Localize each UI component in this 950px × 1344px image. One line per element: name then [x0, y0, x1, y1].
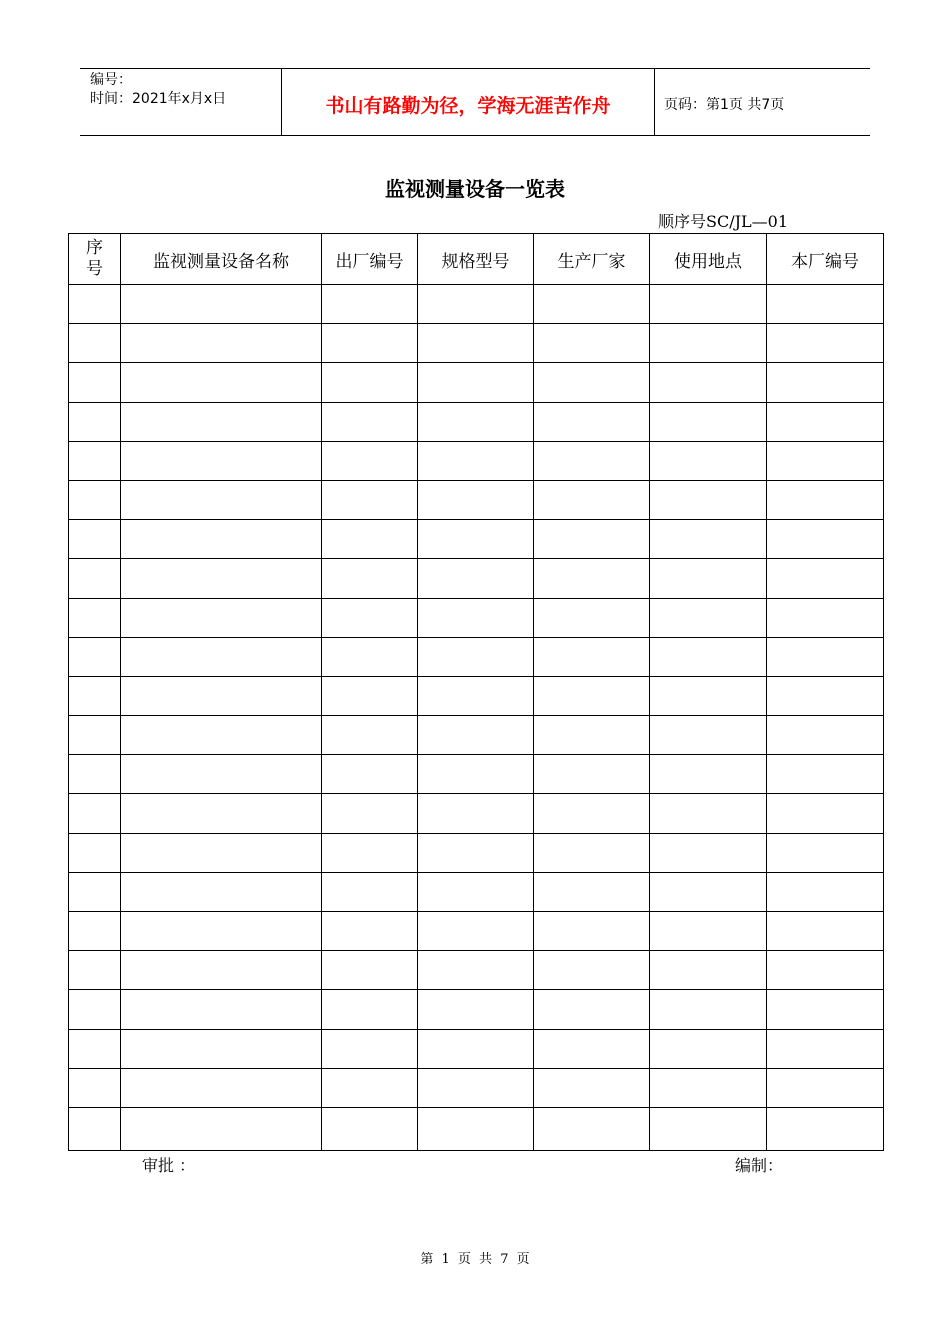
table-cell[interactable] [767, 1107, 884, 1150]
table-cell[interactable] [322, 363, 418, 402]
table-cell[interactable] [767, 363, 884, 402]
table-row [69, 872, 884, 911]
table-cell[interactable] [534, 637, 650, 676]
table-row [69, 324, 884, 363]
table-cell[interactable] [767, 559, 884, 598]
table-cell[interactable] [767, 1029, 884, 1068]
column-header-no-line1: 序 [86, 238, 103, 258]
table-cell[interactable] [767, 676, 884, 715]
table-cell[interactable] [534, 402, 650, 441]
table-cell[interactable] [534, 676, 650, 715]
table-cell[interactable] [322, 676, 418, 715]
table-cell[interactable] [69, 520, 121, 559]
table-cell[interactable] [121, 912, 322, 951]
table-cell[interactable] [650, 755, 767, 794]
table-cell[interactable] [650, 520, 767, 559]
table-cell[interactable] [121, 990, 322, 1029]
table-cell[interactable] [767, 872, 884, 911]
table-cell[interactable] [69, 872, 121, 911]
table-cell[interactable] [121, 363, 322, 402]
table-cell[interactable] [69, 833, 121, 872]
table-cell[interactable] [767, 598, 884, 637]
table-cell[interactable] [650, 676, 767, 715]
table-cell[interactable] [534, 559, 650, 598]
table-cell[interactable] [418, 480, 534, 519]
table-cell[interactable] [534, 324, 650, 363]
table-row [69, 598, 884, 637]
table-cell[interactable] [534, 598, 650, 637]
table-row [69, 480, 884, 519]
table-cell[interactable] [69, 559, 121, 598]
table-cell[interactable] [121, 1029, 322, 1068]
table-row [69, 833, 884, 872]
table-cell[interactable] [650, 872, 767, 911]
table-cell[interactable] [69, 480, 121, 519]
table-cell[interactable] [534, 990, 650, 1029]
table-cell[interactable] [322, 990, 418, 1029]
table-cell[interactable] [534, 363, 650, 402]
table-cell[interactable] [121, 951, 322, 990]
column-header-location: 使用地点 [650, 234, 767, 285]
header-divider [654, 69, 655, 136]
table-body [69, 285, 884, 1151]
table-cell[interactable] [767, 1068, 884, 1107]
table-cell[interactable] [121, 872, 322, 911]
table-cell[interactable] [121, 285, 322, 324]
code-label: 编号： [90, 72, 132, 88]
table-cell[interactable] [121, 324, 322, 363]
table-cell[interactable] [121, 559, 322, 598]
table-cell[interactable] [650, 912, 767, 951]
table-cell[interactable] [418, 716, 534, 755]
table-cell[interactable] [418, 363, 534, 402]
table-cell[interactable] [69, 990, 121, 1029]
table-cell[interactable] [69, 676, 121, 715]
table-cell[interactable] [322, 559, 418, 598]
table-cell[interactable] [322, 441, 418, 480]
table-cell[interactable] [418, 520, 534, 559]
table-cell[interactable] [69, 912, 121, 951]
table-cell[interactable] [650, 716, 767, 755]
table-cell[interactable] [69, 598, 121, 637]
table-cell[interactable] [322, 872, 418, 911]
table-cell[interactable] [650, 794, 767, 833]
table-row [69, 755, 884, 794]
table-row [69, 402, 884, 441]
table-cell[interactable] [69, 324, 121, 363]
table-cell[interactable] [418, 1029, 534, 1068]
table-cell[interactable] [534, 755, 650, 794]
table-row [69, 912, 884, 951]
table-cell[interactable] [650, 324, 767, 363]
column-header-no [69, 234, 121, 285]
table-cell[interactable] [418, 951, 534, 990]
table-cell[interactable] [69, 402, 121, 441]
page-title: 监视测量设备一览表 [385, 177, 565, 201]
header-motto: 书山有路勤为径，学海无涯苦作舟 [325, 95, 611, 117]
table-cell[interactable] [767, 951, 884, 990]
table-row [69, 990, 884, 1029]
table-cell[interactable] [767, 794, 884, 833]
table-cell[interactable] [121, 637, 322, 676]
table-cell[interactable] [322, 833, 418, 872]
table-cell[interactable] [121, 1107, 322, 1150]
table-cell[interactable] [650, 833, 767, 872]
table-cell[interactable] [418, 559, 534, 598]
table-cell[interactable] [121, 716, 322, 755]
table-cell[interactable] [69, 1107, 121, 1150]
table-cell[interactable] [418, 598, 534, 637]
table-cell[interactable] [650, 990, 767, 1029]
header-meta [90, 71, 226, 109]
table-cell[interactable] [322, 912, 418, 951]
table-cell[interactable] [534, 794, 650, 833]
table-cell[interactable] [69, 285, 121, 324]
table-row [69, 676, 884, 715]
table-row [69, 951, 884, 990]
sequence-number: 顺序号SC/JL—01 [658, 212, 788, 231]
table-cell[interactable] [650, 363, 767, 402]
table-cell[interactable] [767, 520, 884, 559]
table-cell[interactable] [650, 285, 767, 324]
table-cell[interactable] [418, 872, 534, 911]
table-cell[interactable] [322, 285, 418, 324]
table-cell[interactable] [322, 951, 418, 990]
table-cell[interactable] [322, 755, 418, 794]
table-cell[interactable] [322, 520, 418, 559]
table-cell[interactable] [69, 1029, 121, 1068]
table-cell[interactable] [650, 1029, 767, 1068]
table-cell[interactable] [534, 951, 650, 990]
table-cell[interactable] [767, 402, 884, 441]
table-cell[interactable] [418, 990, 534, 1029]
table-cell[interactable] [418, 285, 534, 324]
table-cell[interactable] [650, 1107, 767, 1150]
table-cell[interactable] [121, 520, 322, 559]
table-cell[interactable] [322, 716, 418, 755]
table-cell[interactable] [69, 716, 121, 755]
table-cell[interactable] [534, 441, 650, 480]
table-cell[interactable] [418, 912, 534, 951]
table-cell[interactable] [121, 441, 322, 480]
table-cell[interactable] [322, 324, 418, 363]
table-row [69, 285, 884, 324]
table-cell[interactable] [534, 872, 650, 911]
table-cell[interactable] [767, 480, 884, 519]
table-header-row [69, 234, 884, 285]
table-row [69, 1029, 884, 1068]
table-cell[interactable] [69, 794, 121, 833]
table-cell[interactable] [534, 520, 650, 559]
table-cell[interactable] [650, 441, 767, 480]
table-cell[interactable] [322, 1107, 418, 1150]
table-cell[interactable] [69, 951, 121, 990]
table-row [69, 716, 884, 755]
table-row [69, 363, 884, 402]
approval-signature: 审批 ： [142, 1156, 196, 1175]
table-cell[interactable] [767, 324, 884, 363]
table-cell[interactable] [121, 402, 322, 441]
column-header-no-line2: 号 [86, 259, 103, 279]
table-cell[interactable] [767, 441, 884, 480]
table-cell[interactable] [534, 833, 650, 872]
table-cell[interactable] [767, 990, 884, 1029]
table-cell[interactable] [121, 480, 322, 519]
table-cell[interactable] [650, 559, 767, 598]
table-cell[interactable] [650, 637, 767, 676]
table-cell[interactable] [418, 755, 534, 794]
table-cell[interactable] [534, 1068, 650, 1107]
table-row [69, 1068, 884, 1107]
table-cell[interactable] [69, 363, 121, 402]
header-page-info: 页码：第1页 共7页 [664, 97, 785, 113]
table-cell[interactable] [767, 285, 884, 324]
table-cell[interactable] [418, 676, 534, 715]
table-cell[interactable] [322, 794, 418, 833]
time-label: 时间：2021年x月x日 [90, 91, 227, 107]
table-cell[interactable] [534, 912, 650, 951]
column-header-name: 监视测量设备名称 [121, 234, 322, 285]
table-cell[interactable] [121, 833, 322, 872]
table-row [69, 559, 884, 598]
table-cell[interactable] [534, 480, 650, 519]
table-cell[interactable] [121, 755, 322, 794]
table-cell[interactable] [534, 1107, 650, 1150]
table-row [69, 637, 884, 676]
column-header-serial: 出厂编号 [322, 234, 418, 285]
table-cell[interactable] [418, 833, 534, 872]
table-cell[interactable] [418, 1068, 534, 1107]
table-cell[interactable] [767, 755, 884, 794]
table-cell[interactable] [534, 716, 650, 755]
table-cell[interactable] [322, 402, 418, 441]
table-cell[interactable] [534, 285, 650, 324]
table-row [69, 441, 884, 480]
column-header-factory-no: 本厂编号 [767, 234, 884, 285]
table-cell[interactable] [322, 1068, 418, 1107]
table-cell[interactable] [322, 637, 418, 676]
table-cell[interactable] [767, 912, 884, 951]
table-cell[interactable] [69, 637, 121, 676]
equipment-table [68, 233, 884, 1151]
table-cell[interactable] [418, 1107, 534, 1150]
table-row [69, 1107, 884, 1150]
table-cell[interactable] [767, 637, 884, 676]
table-cell[interactable] [534, 1029, 650, 1068]
table-cell[interactable] [418, 402, 534, 441]
table-cell[interactable] [121, 1068, 322, 1107]
table-cell[interactable] [650, 951, 767, 990]
table-cell[interactable] [322, 480, 418, 519]
column-header-manufacturer: 生产厂家 [534, 234, 650, 285]
page-footer: 第 1 页 共 7 页 [420, 1252, 530, 1267]
table-cell[interactable] [767, 833, 884, 872]
table-cell[interactable] [322, 598, 418, 637]
table-cell[interactable] [418, 324, 534, 363]
table-cell[interactable] [69, 1068, 121, 1107]
table-cell[interactable] [650, 598, 767, 637]
table-cell[interactable] [650, 1068, 767, 1107]
table-cell[interactable] [69, 441, 121, 480]
table-cell[interactable] [121, 676, 322, 715]
table-row [69, 794, 884, 833]
table-cell[interactable] [322, 1029, 418, 1068]
table-cell[interactable] [650, 402, 767, 441]
table-cell[interactable] [121, 794, 322, 833]
column-header-model: 规格型号 [418, 234, 534, 285]
table-cell[interactable] [650, 480, 767, 519]
table-cell[interactable] [121, 598, 322, 637]
table-cell[interactable] [418, 637, 534, 676]
table-row [69, 520, 884, 559]
table-cell[interactable] [418, 794, 534, 833]
table-cell[interactable] [69, 755, 121, 794]
document-header [80, 68, 870, 136]
table-cell[interactable] [418, 441, 534, 480]
table-cell[interactable] [767, 716, 884, 755]
prepared-by-signature: 编制： [735, 1156, 784, 1175]
